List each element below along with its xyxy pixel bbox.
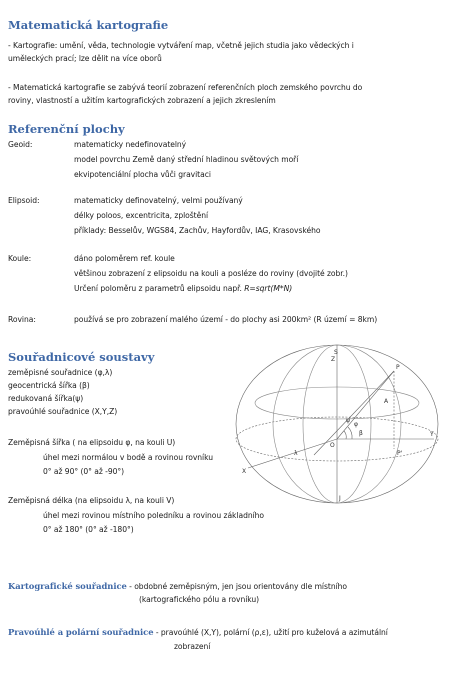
coord-list-item: redukovaná šířka(ψ) bbox=[8, 394, 84, 403]
sphere-line-1: dáno poloměrem ref. koule bbox=[74, 254, 175, 263]
sphere-line-3-text: Určení poloměru z parametrů elipsoidu např. bbox=[74, 284, 245, 293]
ellipsoid-label: Elipsoid: bbox=[8, 196, 40, 205]
figure-label: X bbox=[242, 468, 247, 475]
cartographic-text-1: - obdobné zeměpisným, jen jsou orientovány dle místního bbox=[126, 582, 348, 591]
page-title: Matematická kartografie bbox=[8, 18, 169, 32]
section-heading-reference-planes: Referenční plochy bbox=[8, 122, 125, 136]
radius-formula: R=sqrt(M*N) bbox=[244, 284, 293, 293]
geoid-line-1: matematicky nedefinovatelný bbox=[74, 140, 187, 149]
coord-list-item: pravoúhlé souřadnice (X,Y,Z) bbox=[8, 407, 118, 416]
cartographic-heading: Kartografické souřadnice bbox=[8, 581, 127, 591]
polar-line-1 bbox=[8, 627, 388, 637]
sphere-line-2: většinou zobrazení z elipsoidu na kouli a posléze do roviny (dvojité zobr.) bbox=[74, 269, 348, 278]
polar-text-1: - pravoúhlé (X,Y), polární (ρ,ε), užití pro kuželová a azimutální bbox=[153, 628, 388, 637]
sphere-line-3 bbox=[74, 284, 292, 293]
figure-label: Y bbox=[430, 431, 434, 438]
polar-heading: Pravoúhlé a polární souřadnice bbox=[8, 627, 154, 637]
latitude-line-3: 0° až 90° (0° až -90°) bbox=[43, 467, 125, 476]
figure-label: φ bbox=[354, 421, 358, 428]
intro-line-3: - Matematická kartografie se zabývá teorií zobrazení referenčních ploch zemského povrchu do bbox=[8, 83, 363, 92]
sphere-label: Koule: bbox=[8, 254, 32, 263]
intro-line-1: - Kartografie: umění, věda, technologie vytváření map, včetně jejich studia jako vědeckých i bbox=[8, 41, 354, 50]
geoid-label: Geoid: bbox=[8, 140, 33, 149]
longitude-line-3: 0° až 180° (0° až -180°) bbox=[43, 525, 134, 534]
figure-label: A bbox=[384, 398, 389, 405]
ellipsoid-line-3: příklady: Besselův, WGS84, Zachův, Hayfordův, IAG, Krasovského bbox=[74, 226, 321, 235]
figure-label: S bbox=[334, 349, 338, 356]
longitude-line-1: Zeměpisná délka (na elipsoidu λ, na kouli V) bbox=[8, 496, 175, 505]
figure-label: P bbox=[396, 364, 400, 371]
figure-label: J bbox=[339, 495, 341, 502]
polar-line-2: zobrazení bbox=[174, 642, 211, 651]
figure-label: λ bbox=[294, 450, 298, 457]
ellipsoid-coordinates-figure bbox=[234, 343, 441, 505]
longitude-line-2: úhel mezi rovinou místního poledníku a rovinou základního bbox=[43, 511, 265, 520]
coord-list-item: zeměpisné souřadnice (φ,λ) bbox=[8, 368, 113, 377]
geoid-line-2: model povrchu Země daný střední hladinou světových moří bbox=[74, 155, 299, 164]
intro-line-2: uměleckých prací; lze dělit na více oborů bbox=[8, 54, 162, 63]
figure-label: Z bbox=[331, 356, 336, 363]
figure-label: β bbox=[359, 430, 363, 437]
geoid-line-3: ekvipotenciální plocha vůči gravitaci bbox=[74, 170, 211, 179]
ellipsoid-line-2: délky poloos, excentricita, zploštění bbox=[74, 211, 209, 220]
latitude-line-2: úhel mezi normálou v bodě a rovinou rovníku bbox=[43, 453, 213, 462]
normal-line bbox=[314, 371, 394, 455]
ellipsoid-line-1: matematicky definovatelný, velmi používaný bbox=[74, 196, 243, 205]
section-heading-coordinate-systems: Souřadnicové soustavy bbox=[8, 350, 155, 364]
angle-arc bbox=[344, 431, 346, 439]
figure-label: O bbox=[330, 442, 335, 449]
plane-label: Rovina: bbox=[8, 315, 36, 324]
cartographic-line-1 bbox=[8, 581, 347, 591]
coord-list-item: geocentrická šířka (β) bbox=[8, 381, 90, 390]
latitude-line-1: Zeměpisná šířka ( na elipsoidu φ, na kouli U) bbox=[8, 438, 176, 447]
angle-arc bbox=[348, 427, 352, 439]
intro-line-4: roviny, vlastností a užitím kartografických zobrazení a jejich zkreslením bbox=[8, 96, 276, 105]
figure-label: ψ bbox=[346, 417, 350, 424]
figure-label: P' bbox=[397, 450, 403, 457]
cartographic-line-2: (kartografického pólu a rovníku) bbox=[139, 595, 260, 604]
plane-line: používá se pro zobrazení malého území - do plochy asi 200km² (R území = 8km) bbox=[74, 315, 378, 324]
